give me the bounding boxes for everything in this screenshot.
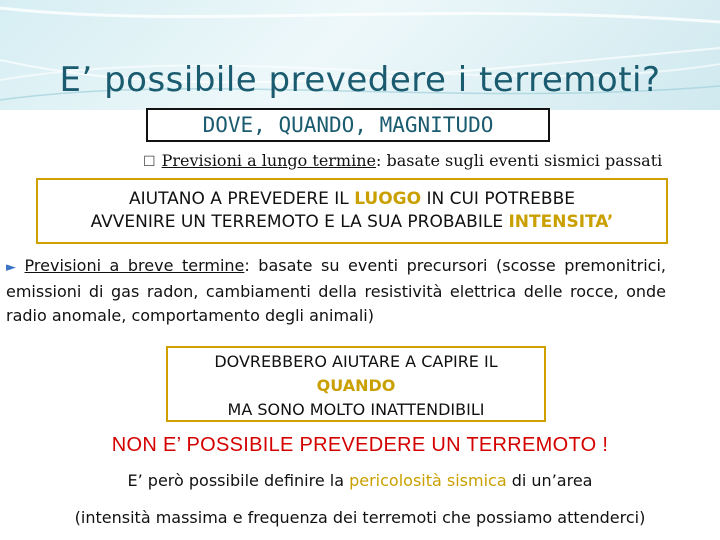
bullet-long-term	[143, 151, 662, 170]
long-term-label: Previsioni a lungo termine	[161, 151, 376, 170]
luogo-line2-start: AVVENIRE UN TERREMOTO E LA SUA PROBABILE	[90, 212, 509, 232]
quando-highlight: QUANDO	[316, 376, 396, 395]
luogo-box	[36, 178, 668, 244]
cannot-predict-message: NON E’ POSSIBILE PREVEDERE UN TERREMOTO !	[111, 434, 609, 456]
luogo-highlight: LUOGO	[354, 189, 422, 209]
subtitle-box	[146, 108, 550, 142]
checkbox-bullet-icon: ☐	[143, 154, 156, 170]
page-title: E’ possibile prevedere i terremoti?	[59, 60, 661, 100]
quando-line-1: DOVREBBERO AIUTARE A CAPIRE IL	[214, 352, 498, 371]
quando-line-3: MA SONO MOLTO INATTENDIBILI	[227, 400, 485, 419]
intensita-highlight: INTENSITA’	[508, 212, 614, 232]
short-term-label: Previsioni a breve termine	[24, 256, 245, 275]
definition-line	[0, 471, 720, 490]
quando-box	[166, 346, 546, 422]
definition-start: E’ però possibile definire la	[127, 471, 350, 490]
luogo-line1-end: IN CUI POTREBBE	[421, 189, 575, 209]
arrow-bullet-icon: ►	[6, 260, 16, 275]
luogo-line-1	[38, 188, 666, 211]
long-term-text: : basate sugli eventi sismici passati	[376, 151, 663, 170]
subtitle: DOVE, QUANDO, MAGNITUDO	[202, 113, 494, 137]
seismic-hazard-highlight: pericolosità sismica	[349, 471, 507, 490]
parenthetical-note: (intensità massima e frequenza dei terremoti che possiamo attenderci)	[74, 508, 646, 527]
luogo-line1-start: AIUTANO A PREVEDERE IL	[129, 189, 355, 209]
luogo-line-2	[38, 211, 666, 234]
short-term-text: : basate su eventi precursori (scosse premonitrici, emissioni di gas radon, cambiamenti della resistività elettrica delle rocce, onde radio anomale, comportamento degli animali)	[6, 256, 667, 325]
definition-end: di un’area	[506, 471, 593, 490]
bullet-short-term	[6, 254, 666, 328]
